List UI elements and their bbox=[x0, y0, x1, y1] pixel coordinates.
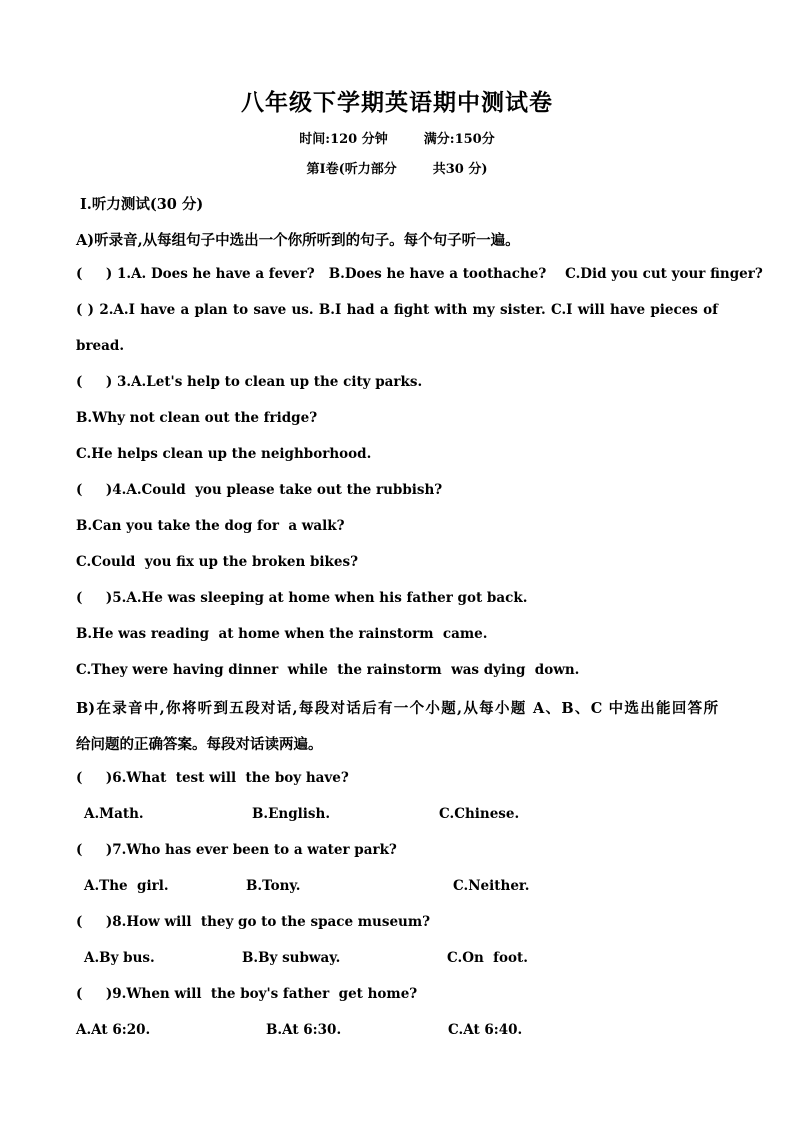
question-5-option-b: B.He was reading at home when the rainstorm came. bbox=[76, 626, 488, 642]
question-3: ( ) 3.A.Let's help to clean up the city parks. bbox=[76, 374, 423, 390]
question-7-option-a: A.The girl. bbox=[84, 878, 169, 894]
volume-score: 共30 分) bbox=[432, 162, 488, 177]
part-b-instruction-line-2: 给问题的正确答案。每段对话读两遍。 bbox=[76, 736, 323, 753]
question-4-option-c: C.Could you fix up the broken bikes? bbox=[76, 554, 358, 570]
question-6: ( )6.What test will the boy have? bbox=[76, 770, 349, 786]
question-8-option-c: C.On foot. bbox=[447, 950, 528, 966]
question-9-option-c: C.At 6:40. bbox=[448, 1022, 523, 1038]
question-3-option-b: B.Why not clean out the fridge? bbox=[76, 410, 318, 426]
question-7-option-c: C.Neither. bbox=[453, 878, 530, 894]
question-7-option-b: B.Tony. bbox=[246, 878, 301, 894]
question-3-option-c: C.He helps clean up the neighborhood. bbox=[76, 446, 372, 462]
question-4-option-b: B.Can you take the dog for a walk? bbox=[76, 518, 345, 534]
question-1: ( ) 1.A. Does he have a fever? B.Does he have a toothache? C.Did you cut your finger? bbox=[76, 266, 763, 282]
question-6-option-c: C.Chinese. bbox=[439, 806, 520, 822]
volume-label: 第Ⅰ卷(听力部分 bbox=[306, 162, 397, 177]
question-6-option-a: A.Math. bbox=[84, 806, 144, 822]
part-b-instruction-line-1: B)在录音中,你将听到五段对话,每段对话后有一个小题,从每小题 A、B、C 中选出能回答所 bbox=[76, 700, 718, 717]
question-5-option-c: C.They were having dinner while the rainstorm was dying down. bbox=[76, 662, 580, 678]
question-8-option-b: B.By subway. bbox=[242, 950, 341, 966]
question-6-option-b: B.English. bbox=[252, 806, 331, 822]
question-2-line-2: bread. bbox=[76, 338, 125, 354]
page-title: 八年级下学期英语期中测试卷 bbox=[241, 89, 553, 116]
exam-score: 满分:150分 bbox=[423, 132, 495, 147]
question-9-option-a: A.At 6:20. bbox=[76, 1022, 151, 1038]
question-8-option-a: A.By bus. bbox=[84, 950, 155, 966]
question-5: ( )5.A.He was sleeping at home when his father got back. bbox=[76, 590, 528, 606]
question-7: ( )7.Who has ever been to a water park? bbox=[76, 842, 397, 858]
volume-info bbox=[0, 158, 794, 177]
question-8: ( )8.How will they go to the space museum? bbox=[76, 914, 431, 930]
section-heading: Ⅰ.听力测试(30 分) bbox=[80, 196, 204, 213]
exam-time: 时间:120 分钟 bbox=[299, 132, 388, 147]
question-9: ( )9.When will the boy's father get home? bbox=[76, 986, 418, 1002]
part-a-instruction: A)听录音,从每组句子中选出一个你所听到的句子。每个句子听一遍。 bbox=[76, 232, 520, 249]
exam-info bbox=[0, 128, 794, 147]
question-4: ( )4.A.Could you please take out the rubbish? bbox=[76, 482, 443, 498]
question-2-line-1: ( ) 2.A.I have a plan to save us. B.I had a fight with my sister. C.I will have pieces of bbox=[76, 302, 718, 318]
question-9-option-b: B.At 6:30. bbox=[266, 1022, 342, 1038]
